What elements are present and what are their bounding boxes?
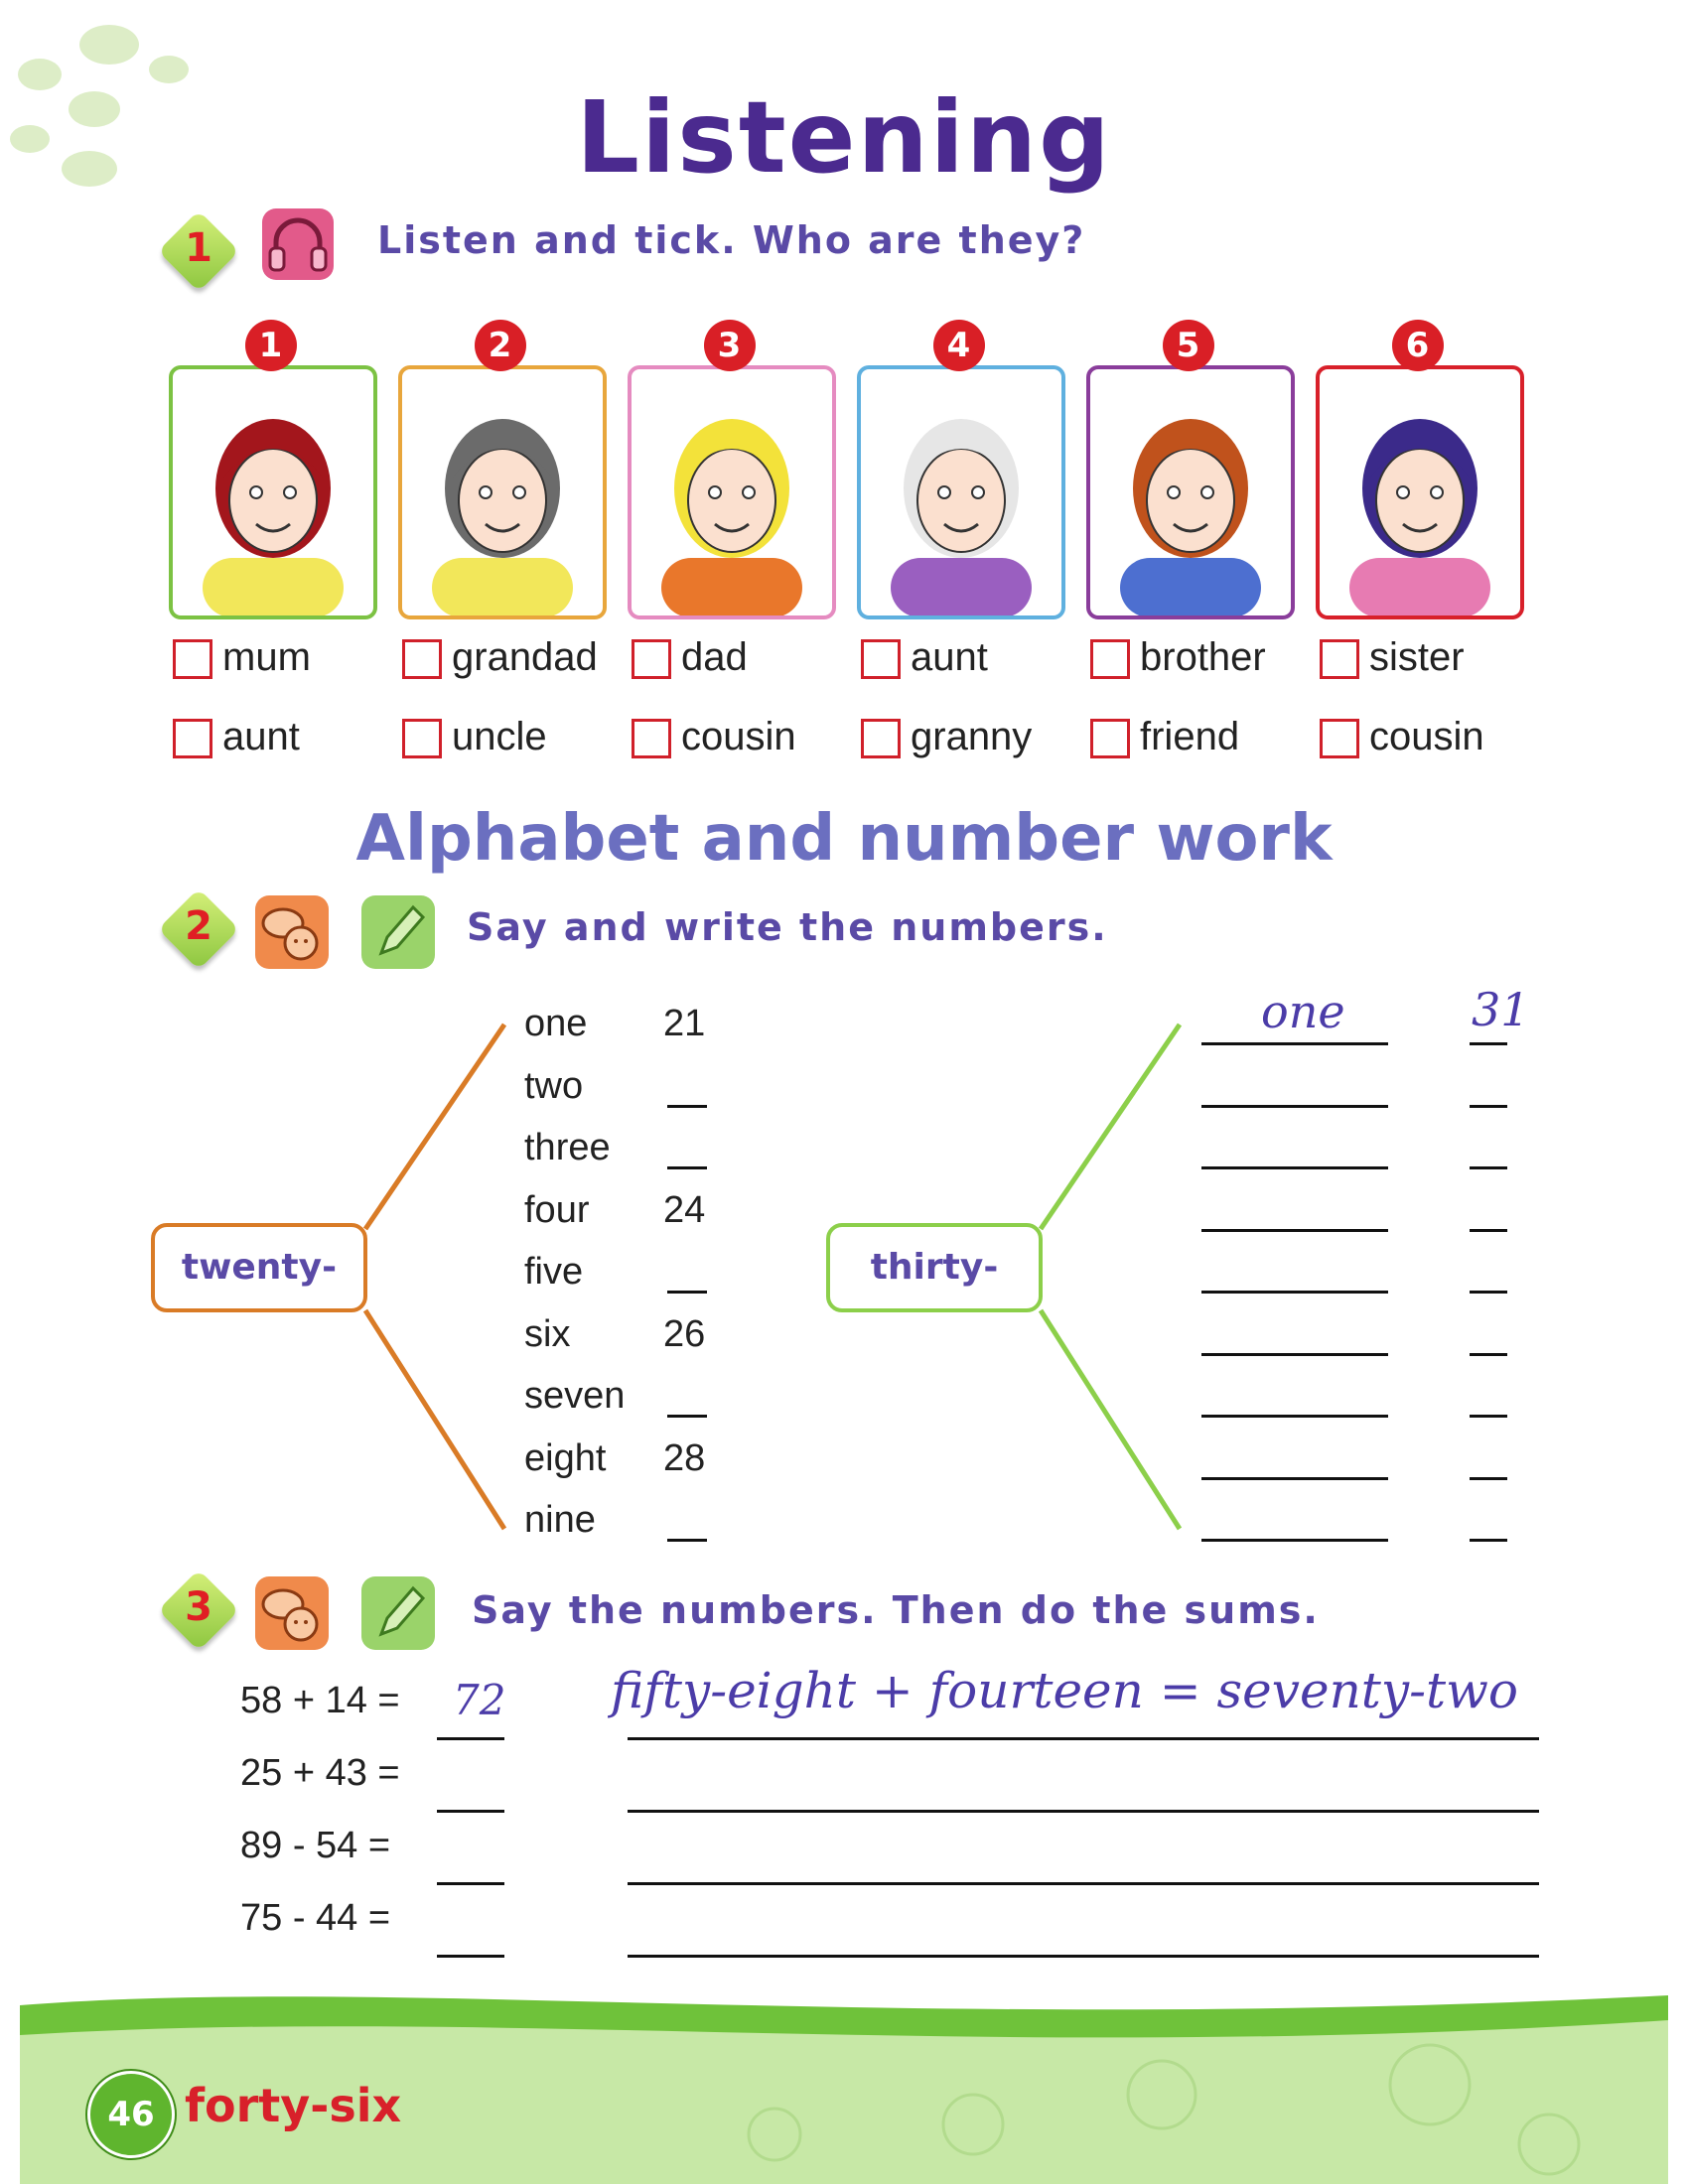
answer-blank[interactable] [667, 1415, 707, 1418]
word-write-line[interactable] [1201, 1166, 1388, 1169]
answer-blank[interactable] [667, 1539, 707, 1542]
option-label: granny [911, 715, 1033, 758]
word-write-line[interactable] [1201, 1539, 1388, 1542]
option-label: dad [681, 635, 748, 679]
number-write-line[interactable] [1470, 1166, 1507, 1169]
number-word: one [524, 1003, 588, 1044]
number-write-line[interactable] [1470, 1477, 1507, 1480]
speech-icon [251, 1572, 333, 1654]
person-number: 1 [245, 320, 297, 371]
number-word: two [524, 1064, 584, 1107]
number-write-line[interactable] [1470, 1105, 1507, 1108]
option-label: friend [1140, 715, 1240, 758]
number-word: seven [524, 1375, 626, 1417]
word-write-line[interactable] [1201, 1353, 1388, 1356]
sum-expression: 58 + 14 = [240, 1680, 400, 1721]
answer-blank[interactable] [667, 1105, 707, 1108]
pencil-icon [357, 1572, 439, 1654]
option-label: brother [1140, 635, 1266, 679]
number-write-line[interactable] [1470, 1291, 1507, 1294]
number-word: five [524, 1251, 584, 1293]
answer-blank[interactable] [667, 1291, 707, 1294]
exercise-3-instruction: Say the numbers. Then do the sums. [472, 1588, 1320, 1632]
number-answer: 26 [663, 1312, 706, 1355]
sum-expression: 75 - 44 = [240, 1897, 391, 1939]
example-number: 31 [1472, 983, 1530, 1036]
thirty-label: thirty- [826, 1223, 1043, 1312]
word-write-line[interactable] [1201, 1415, 1388, 1418]
page-number: 46 [107, 2095, 155, 2134]
option-label: aunt [222, 715, 300, 758]
word-write-line[interactable] [1201, 1477, 1388, 1480]
number-write-line[interactable] [1470, 1042, 1507, 1045]
word-write-line[interactable] [1201, 1042, 1388, 1045]
page-number-badge [87, 2071, 175, 2158]
sum-answer: 72 [453, 1676, 506, 1724]
exercise-number: 1 [185, 225, 212, 271]
person-number: 5 [1163, 320, 1214, 371]
sum-answer-line[interactable] [437, 1955, 504, 1958]
sum-words-line[interactable] [628, 1737, 1539, 1740]
sum-words-line[interactable] [628, 1810, 1539, 1813]
number-write-line[interactable] [1470, 1229, 1507, 1232]
number-answer: 28 [663, 1436, 706, 1479]
person-number: 2 [475, 320, 526, 371]
sum-answer-line[interactable] [437, 1737, 504, 1740]
sum-words-line[interactable] [628, 1955, 1539, 1958]
option-label: uncle [452, 715, 547, 758]
person-number: 4 [933, 320, 985, 371]
section-title: Alphabet and number work [355, 802, 1333, 876]
number-word: four [524, 1188, 590, 1231]
person-number: 6 [1392, 320, 1444, 371]
twenty-label: twenty- [151, 1223, 367, 1312]
sum-answer-line[interactable] [437, 1810, 504, 1813]
word-write-line[interactable] [1201, 1105, 1388, 1108]
option-label: grandad [452, 635, 598, 679]
number-word: six [524, 1312, 571, 1355]
number-write-line[interactable] [1470, 1353, 1507, 1356]
answer-blank[interactable] [667, 1166, 707, 1169]
person-number: 3 [704, 320, 756, 371]
number-write-line[interactable] [1470, 1539, 1507, 1542]
number-word: nine [524, 1499, 596, 1541]
option-label: cousin [1369, 715, 1484, 758]
page-number-words: forty-six [185, 2079, 402, 2132]
sum-words-line[interactable] [628, 1882, 1539, 1885]
number-answer: 24 [663, 1188, 706, 1231]
exercise-3-marker [157, 1569, 240, 1652]
example-word: one [1261, 985, 1345, 1038]
option-label: sister [1369, 635, 1465, 679]
exercise-1-instruction: Listen and tick. Who are they? [377, 218, 1086, 262]
word-write-line[interactable] [1201, 1229, 1388, 1232]
number-write-line[interactable] [1470, 1415, 1507, 1418]
option-label: mum [222, 635, 311, 679]
page-title: Listening [576, 79, 1112, 196]
sum-expression: 25 + 43 = [240, 1752, 400, 1794]
exercise-2-instruction: Say and write the numbers. [467, 905, 1108, 949]
word-write-line[interactable] [1201, 1291, 1388, 1294]
option-label: aunt [911, 635, 988, 679]
option-label: cousin [681, 715, 796, 758]
sum-expression: 89 - 54 = [240, 1825, 391, 1866]
exercise-number: 3 [185, 1584, 212, 1630]
number-answer: 21 [663, 1003, 706, 1044]
number-word: three [524, 1127, 611, 1168]
sum-words: fifty-eight + fourteen = seventy-two [611, 1662, 1519, 1719]
number-word: eight [524, 1436, 607, 1479]
sum-answer-line[interactable] [437, 1882, 504, 1885]
exercise-number: 2 [185, 903, 212, 949]
